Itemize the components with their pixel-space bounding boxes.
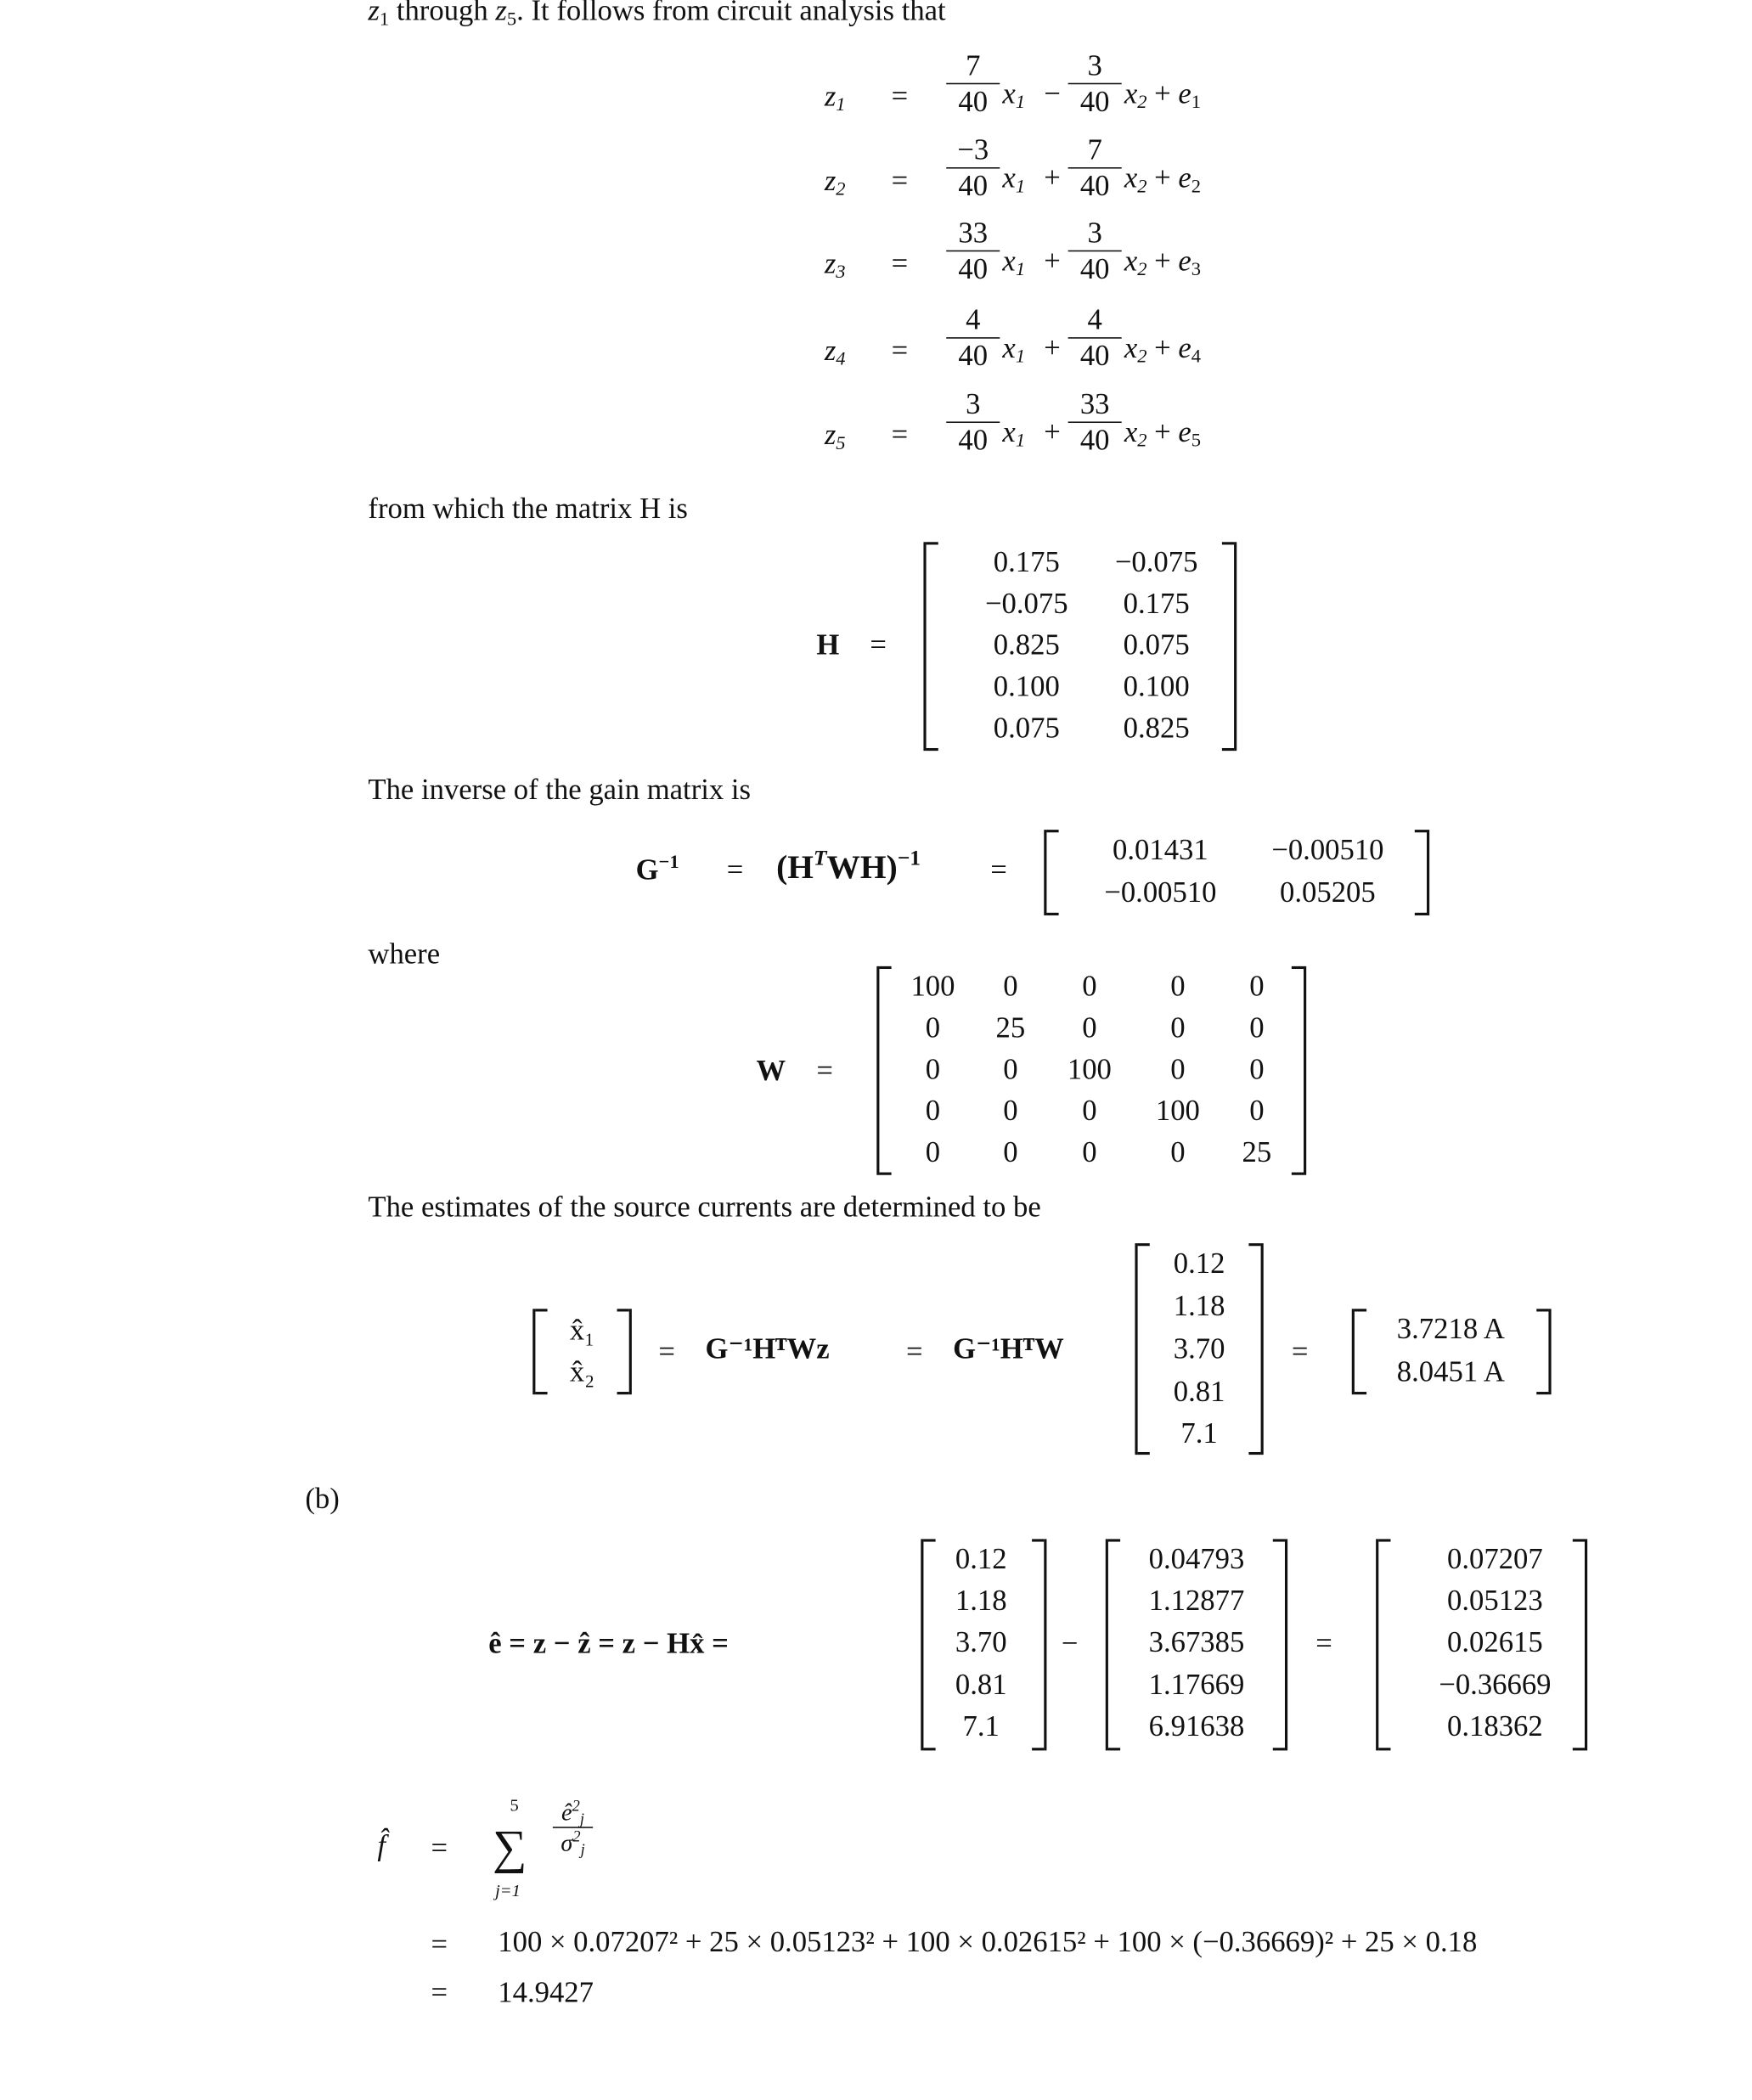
matrix-cell: 1.12877 — [1148, 1583, 1245, 1617]
equation-operator — [1044, 160, 1061, 194]
denominator: 40 — [1068, 421, 1122, 454]
equation-lhs — [824, 163, 846, 200]
matrix-cell: 0 — [925, 1093, 941, 1127]
matrix-cell: 0 — [1003, 1051, 1018, 1086]
coefficient-x1 — [946, 132, 1000, 202]
h-matrix — [923, 542, 1237, 751]
bracket-corner — [1248, 1243, 1260, 1246]
g-expression — [776, 846, 921, 887]
equals-sign: = — [816, 1053, 833, 1087]
coefficient-x1 — [946, 215, 1000, 285]
subscript: 2 — [836, 178, 846, 200]
equation-lhs — [824, 245, 846, 284]
bracket-corner — [1273, 1748, 1285, 1750]
denominator: 40 — [946, 251, 1000, 284]
matrix-cell: 100 — [910, 969, 955, 1003]
matrix-cell: 0 — [1003, 1093, 1018, 1127]
matrix-cell: 0.825 — [993, 628, 1060, 662]
operator: − — [1044, 76, 1061, 110]
sum-fraction — [553, 1797, 593, 1859]
bracket-corner — [535, 1392, 547, 1394]
subscript: 5 — [1191, 430, 1202, 452]
matrix-cell: 0 — [1249, 1093, 1265, 1127]
bracket-corner — [1108, 1539, 1120, 1541]
matrix-cell: 3.70 — [1173, 1332, 1225, 1365]
coefficient-x2 — [1068, 48, 1122, 118]
z-symbol: z — [824, 245, 837, 280]
z-symbol: z — [368, 0, 380, 27]
subscript: 3 — [836, 262, 846, 284]
matrix-cell: 0.075 — [993, 710, 1060, 745]
equation-equals — [891, 417, 909, 452]
x1-symbol: $x_1$ — [1002, 76, 1026, 114]
minus-sign: − — [1061, 1625, 1079, 1660]
subscript: 1 — [1191, 92, 1202, 114]
coefficient-x2 — [1068, 132, 1122, 202]
subscript: 5 — [836, 432, 846, 455]
x1-symbol: $x_1$ — [1002, 330, 1026, 368]
z-symbol: z — [824, 417, 837, 452]
equation-equals — [891, 78, 909, 113]
coefficient-x2 — [1068, 215, 1122, 285]
matrix-cell: 25 — [1242, 1134, 1272, 1168]
equals-sign: = — [726, 852, 744, 887]
matrix-cell: 0 — [925, 1010, 941, 1044]
equals-sign: = — [870, 628, 887, 662]
matrix-cell: −0.075 — [1114, 544, 1198, 578]
text-estimates: The estimates of the source currents are determined to be — [368, 1190, 1041, 1224]
denominator: 40 — [946, 83, 1000, 116]
bracket-corner — [1222, 748, 1234, 751]
matrix-cell: 0.12 — [1173, 1246, 1225, 1280]
estimate-expression: G⁻¹HᵀWz — [705, 1332, 830, 1365]
equals-sign: = — [891, 78, 909, 113]
bracket-corner — [617, 1392, 629, 1394]
denominator: 40 — [946, 421, 1000, 454]
matrix-cell: 1.18 — [1173, 1288, 1225, 1323]
zhat-vector — [1106, 1539, 1287, 1750]
equation-lhs — [824, 417, 846, 455]
bracket-corner — [1355, 1309, 1366, 1311]
coefficient-x1 — [946, 386, 1000, 457]
h-label: H — [816, 628, 840, 662]
text: . It follows from circuit analysis that — [516, 0, 946, 27]
matrix-cell: 0 — [1249, 1010, 1265, 1044]
equation-tail: $x_2 + e_1$ — [1124, 76, 1202, 114]
denominator: 40 — [1068, 337, 1122, 370]
matrix-cell: 0.07207 — [1447, 1541, 1543, 1575]
matrix-cell: 1.18 — [955, 1583, 1007, 1617]
bracket-corner — [1378, 1748, 1390, 1750]
numerator: 3 — [1087, 48, 1102, 82]
bracket-corner — [1222, 542, 1234, 544]
x1-symbol: $x_1$ — [1002, 243, 1026, 281]
matrix-cell: 0.81 — [955, 1667, 1007, 1702]
residual-expression: ê = z − ẑ = z − Hx̂ = — [488, 1625, 729, 1660]
sum-upper-limit: 5 — [510, 1794, 519, 1816]
bracket-corner — [1138, 1452, 1150, 1455]
matrix-cell: 3.7218 A — [1396, 1311, 1505, 1345]
equation-operator — [1044, 330, 1061, 364]
superscript: −1 — [658, 852, 679, 874]
bracket-corner — [1573, 1539, 1585, 1541]
numerator: 7 — [966, 48, 981, 82]
matrix-cell: 0 — [925, 1051, 941, 1086]
denominator: 40 — [1068, 83, 1122, 116]
coefficient-x2 — [1068, 302, 1122, 373]
matrix-cell: 0 — [925, 1134, 941, 1168]
equation-equals — [891, 163, 909, 197]
bracket-corner — [1415, 830, 1427, 832]
part-b-label: (b) — [305, 1481, 340, 1516]
matrix-cell: 0 — [1170, 1051, 1186, 1086]
operator: + — [1044, 330, 1061, 364]
subscript: 1 — [379, 8, 390, 31]
w-label: W — [756, 1053, 786, 1087]
equals-sign: = — [658, 1334, 675, 1368]
f-hat-symbol: f̂ — [377, 1827, 386, 1862]
coefficient-x2 — [1068, 386, 1122, 457]
equals-sign: = — [905, 1334, 923, 1368]
matrix-cell: 0 — [1003, 969, 1018, 1003]
matrix-cell: 0 — [1082, 1010, 1097, 1044]
matrix-cell: 1.17669 — [1148, 1667, 1245, 1702]
text-gain-inverse: The inverse of the gain matrix is — [368, 772, 752, 806]
bracket-corner — [1292, 1173, 1304, 1175]
bracket-corner — [1415, 913, 1427, 915]
text-where: where — [368, 937, 441, 971]
text: through — [389, 0, 496, 27]
superscript: 2 — [572, 1827, 581, 1846]
matrix-cell: 0.81 — [1173, 1374, 1225, 1408]
matrix-cell: 0.100 — [1123, 669, 1190, 703]
numerator: 3 — [966, 386, 981, 420]
matrix-cell: 0 — [1249, 1051, 1265, 1086]
equation-operator — [1044, 243, 1061, 278]
operator: + — [1044, 243, 1061, 278]
matrix-cell: 0.05205 — [1280, 875, 1376, 909]
superscript: −1 — [897, 846, 921, 870]
equation-tail: $x_2 + e_2$ — [1124, 160, 1202, 198]
matrix-cell: 0 — [1170, 969, 1186, 1003]
numerator: 4 — [1087, 302, 1102, 336]
matrix-cell: 0.18362 — [1447, 1709, 1543, 1742]
equals-sign: = — [431, 1830, 448, 1865]
matrix-cell: 0.05123 — [1447, 1583, 1543, 1617]
sum-symbol: ∑ — [492, 1820, 527, 1874]
bracket-corner — [1108, 1748, 1120, 1750]
subscript: 4 — [836, 348, 846, 370]
g-inverse-matrix — [1044, 830, 1429, 915]
matrix-cell: 0.12 — [955, 1541, 1007, 1575]
matrix-cell: 6.91638 — [1148, 1709, 1245, 1742]
bracket-corner — [1536, 1309, 1548, 1311]
equals-sign: = — [431, 1975, 448, 2009]
numerator: 33 — [958, 215, 989, 250]
matrix-cell: −0.00510 — [1271, 832, 1384, 866]
matrix-cell: 0 — [1003, 1134, 1018, 1168]
equals-sign: = — [431, 1927, 448, 1961]
z-symbol: z — [495, 0, 507, 27]
matrix-cell: 3.67385 — [1148, 1624, 1245, 1658]
estimate-expression: G⁻¹HᵀW — [953, 1332, 1064, 1365]
numerator: 33 — [1079, 386, 1110, 420]
matrix-cell: 0.01431 — [1113, 832, 1208, 866]
matrix-cell: 100 — [1067, 1051, 1112, 1086]
bracket-corner — [923, 1539, 935, 1541]
matrix-cell: 0 — [1082, 969, 1097, 1003]
bracket-corner — [1248, 1452, 1260, 1455]
bracket-corner — [617, 1309, 629, 1311]
g-symbol: G — [635, 852, 659, 887]
matrix-cell: 0.175 — [1123, 586, 1190, 620]
equation-tail: $x_2 + e_4$ — [1124, 330, 1202, 368]
z-symbol: z — [824, 78, 837, 113]
matrix-cell: 0 — [1082, 1134, 1097, 1168]
matrix-cell: −0.00510 — [1104, 875, 1217, 909]
equation-lhs — [824, 333, 846, 370]
bracket-corner — [1355, 1392, 1366, 1394]
matrix-cell: 0.02615 — [1447, 1624, 1543, 1658]
bracket-corner — [1032, 1748, 1044, 1750]
intro-text — [368, 0, 946, 31]
matrix-cell: −0.075 — [984, 586, 1068, 620]
bracket-corner — [535, 1309, 547, 1311]
matrix-cell: 0.04793 — [1148, 1541, 1245, 1575]
matrix-cell: −0.36669 — [1439, 1667, 1552, 1702]
equation-lhs — [824, 78, 846, 116]
equation-tail: $x_2 + e_5$ — [1124, 414, 1202, 452]
matrix-cell: 0.825 — [1123, 710, 1190, 745]
estimate-result-vector — [1352, 1309, 1552, 1394]
superscript: 2 — [572, 1797, 580, 1816]
subscript: 5 — [506, 8, 517, 31]
subscript: 2 — [1191, 176, 1202, 198]
bracket-corner — [1138, 1243, 1150, 1246]
matrix-cell: 0 — [1170, 1134, 1186, 1168]
matrix-cell: 7.1 — [962, 1709, 1000, 1742]
bracket-corner — [923, 1748, 935, 1750]
bracket-corner — [879, 966, 891, 969]
equals-sign: = — [891, 417, 909, 452]
equation-operator — [1044, 76, 1061, 110]
matrix-cell: x̂₂ — [569, 1354, 595, 1388]
matrix-cell: 100 — [1155, 1093, 1200, 1127]
z-symbol: z — [824, 163, 837, 197]
subscript: j — [579, 1810, 584, 1828]
matrix-cell: 0 — [1170, 1010, 1186, 1044]
subscript: 4 — [1191, 346, 1202, 368]
text-matrix-h: from which the matrix H is — [368, 491, 688, 525]
matrix-cell: 0.100 — [993, 669, 1060, 703]
operator: + — [1044, 160, 1061, 194]
equation-equals — [891, 333, 909, 367]
numerator: 4 — [966, 302, 981, 336]
text: WH) — [826, 849, 898, 887]
bracket-corner — [1046, 913, 1058, 915]
equals-sign: = — [1291, 1334, 1309, 1368]
numerator: −3 — [957, 132, 989, 166]
equals-sign: = — [1315, 1625, 1332, 1660]
e-hat: ê — [561, 1799, 572, 1826]
matrix-cell: 0 — [1082, 1093, 1097, 1127]
denominator: 40 — [946, 337, 1000, 370]
matrix-cell: 7.1 — [1180, 1416, 1218, 1450]
coefficient-x1 — [946, 302, 1000, 373]
bracket-corner — [1273, 1539, 1285, 1541]
equation-equals — [891, 245, 909, 280]
g-inverse-label — [635, 852, 679, 887]
bracket-corner — [1573, 1748, 1585, 1750]
bracket-corner — [1032, 1539, 1044, 1541]
objective-result: 14.9427 — [498, 1975, 594, 2009]
operator: + — [1044, 414, 1061, 448]
denominator: 40 — [1068, 167, 1122, 200]
bracket-corner — [927, 748, 938, 751]
subscript: 3 — [1191, 259, 1202, 281]
z-symbol: z — [824, 333, 837, 367]
residual-vector — [1376, 1539, 1587, 1750]
z-vector — [921, 1539, 1046, 1750]
subscript: j — [580, 1841, 585, 1859]
bracket-corner — [1378, 1539, 1390, 1541]
equals-sign: = — [891, 245, 909, 280]
matrix-cell: x̂₁ — [569, 1313, 595, 1347]
bracket-corner — [879, 1173, 891, 1175]
sigma: σ — [561, 1829, 573, 1856]
matrix-cell: 0.075 — [1123, 628, 1190, 662]
z-vector — [1135, 1243, 1263, 1455]
equals-sign: = — [891, 333, 909, 367]
x1-symbol: $x_1$ — [1002, 414, 1026, 452]
matrix-cell: 0 — [1249, 969, 1265, 1003]
matrix-cell: 0.175 — [993, 544, 1060, 578]
superscript: T — [813, 846, 827, 870]
w-matrix — [876, 966, 1306, 1175]
numerator: 7 — [1087, 132, 1102, 166]
equation-tail: $x_2 + e_3$ — [1124, 243, 1202, 281]
objective-expansion: 100 × 0.07207² + 25 × 0.05123² + 100 × 0.02615² + 100 × (−0.36669)² + 25 × 0.18 — [498, 1924, 1478, 1958]
bracket-corner — [927, 542, 938, 544]
subscript: 1 — [836, 94, 846, 116]
equals-sign: = — [891, 163, 909, 197]
equals-sign: = — [990, 852, 1007, 887]
bracket-corner — [1292, 966, 1304, 969]
sum-lower-limit: j=1 — [495, 1880, 521, 1900]
numerator: 3 — [1087, 215, 1102, 250]
text: (H — [776, 849, 814, 887]
xhat-vector — [532, 1309, 632, 1394]
bracket-corner — [1536, 1392, 1548, 1394]
equation-operator — [1044, 414, 1061, 448]
x1-symbol: $x_1$ — [1002, 160, 1026, 198]
bracket-corner — [1046, 830, 1058, 832]
matrix-cell: 3.70 — [955, 1624, 1007, 1658]
coefficient-x1 — [946, 48, 1000, 118]
matrix-cell: 25 — [995, 1010, 1026, 1044]
denominator: 40 — [946, 167, 1000, 200]
denominator: 40 — [1068, 251, 1122, 284]
matrix-cell: 8.0451 A — [1396, 1354, 1505, 1388]
